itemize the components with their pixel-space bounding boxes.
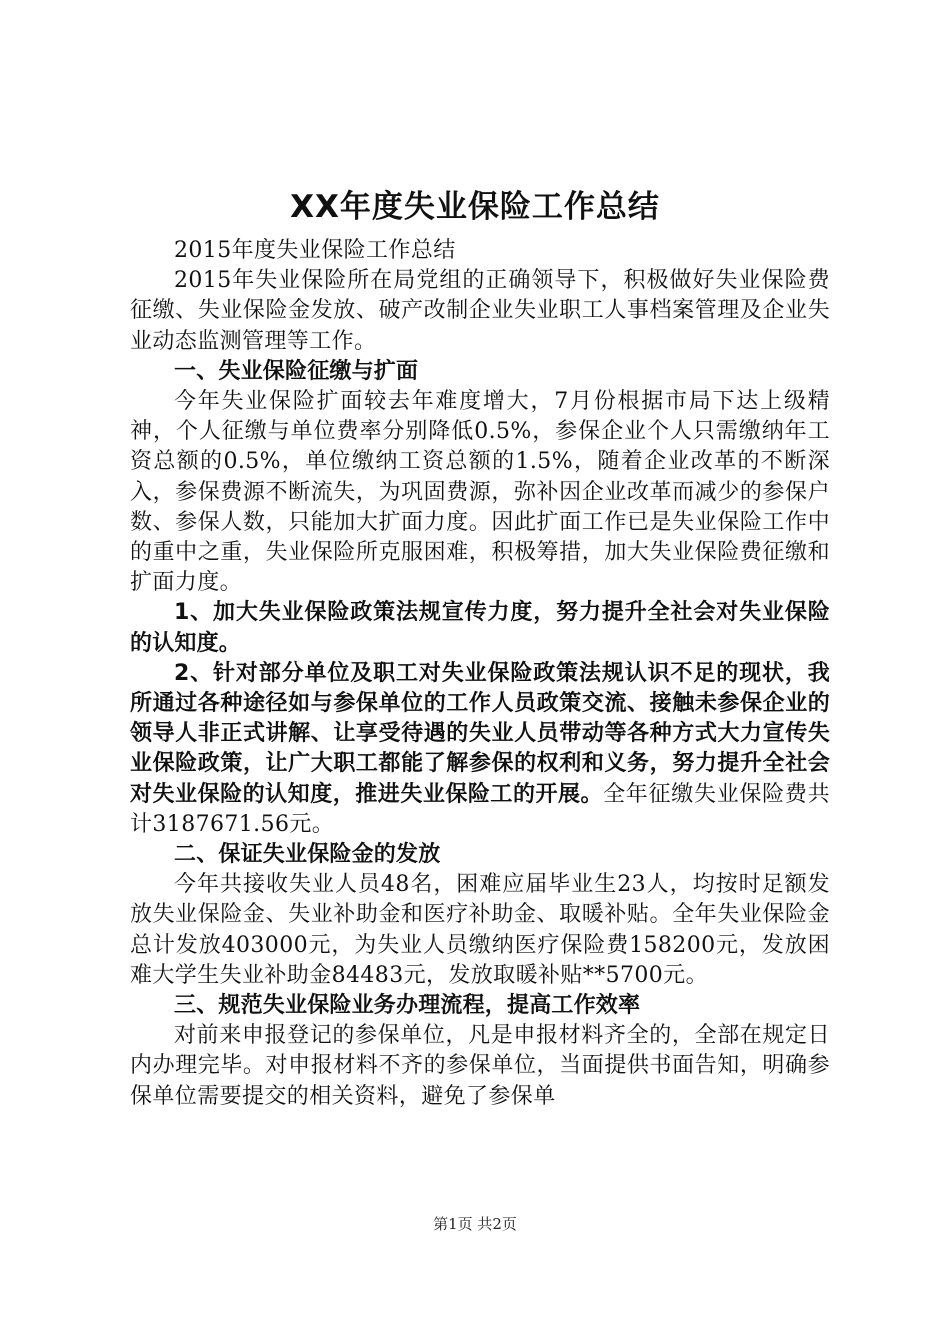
subtitle-paragraph: 2015年度失业保险工作总结 [174, 238, 456, 263]
section-heading-1: 一、失业保险征缴与扩面 [174, 358, 419, 384]
section-1-paragraph: 今年失业保险扩面较去年难度增大，7月份根据市局下达上级精神，个人征缴与单位费率分别降低0.5%，参保企业个人只需缴纳年工资总额的0.5%，单位缴纳工资总额的1.5%，随着企业改革的不断深入，参保费源不断流失，为巩固费源，弥补因企业改革而减少的参保户数、参保人数，只能加大扩面力度。因此扩面工作已是失业保险工作中的重中之重，失业保险所克服困难，积极筹措，加大失业保险费征缴和扩面力度。 [130, 389, 830, 596]
section-3-paragraph: 对前来申报登记的参保单位，凡是申报材料齐全的，全部在规定日内办理完毕。对申报材料不齐的参保单位，当面提供书面告知，明确参保单位需要提交的相关资料，避免了参保单 [130, 1023, 830, 1109]
section-heading-3: 三、规范失业保险业务办理流程，提高工作效率 [174, 993, 641, 1019]
section-heading-2: 二、保证失业保险金的发放 [174, 842, 441, 868]
subsection-2-tail-text: 全年征缴失业保险费共计3187671.56元。 [130, 781, 830, 837]
intro-paragraph: 2015年失业保险所在局党组的正确领导下，积极做好失业保险费征缴、失业保险金发放、破产改制企业失业职工人事档案管理及企业失业动态监测管理等工作。 [130, 268, 830, 354]
subsection-2-bold-text: 2、针对部分单位及职工对失业保险政策法规认识不足的现状，我所通过各种途径如与参保单位的工作人员政策交流、接触未参保企业的领导人非正式讲解、让享受待遇的失业人员带动等各种方式大力宣传失业保险政策，让广大职工都能了解参保的权利和义务，努力提升全社会对失业保险的认知度，推进失业保险工的开展。 [130, 660, 830, 807]
subsection-2-paragraph [130, 659, 830, 840]
subsection-heading-1: 1、加大失业保险政策法规宣传力度，努力提升全社会对失业保险的认知度。 [130, 600, 830, 656]
section-2-paragraph: 今年共接收失业人员48名，困难应届毕业生23人，均按时足额发放失业保险金、失业补助金和医疗补助金、取暖补贴。全年失业保险金总计发放403000元，为失业人员缴纳医疗保险费158200元，发放困难大学生失业补助金84483元，发放取暖补贴**5700元。 [130, 872, 830, 988]
document-body [130, 236, 830, 1112]
document-title: XX年度失业保险工作总结 [290, 189, 660, 225]
page-number-footer: 第1页 共2页 [433, 1215, 517, 1233]
